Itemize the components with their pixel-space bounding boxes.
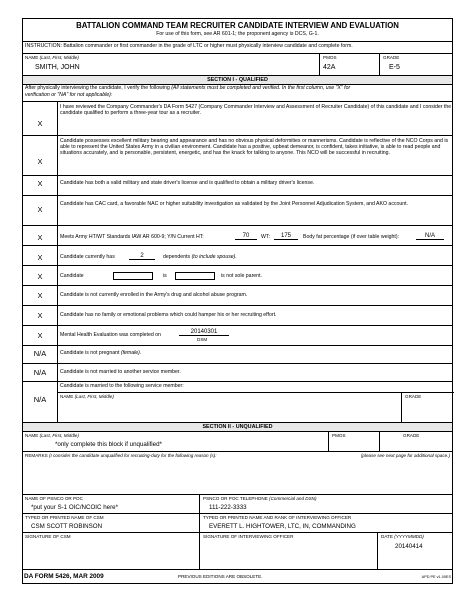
verify-mark-11[interactable]: N/A bbox=[33, 349, 47, 358]
htwt-text-a: Meets Army HT/WT Standards IAW AR 600-9; Y/N Current HT: bbox=[60, 234, 204, 240]
unq-pmos-label: PMOS bbox=[332, 433, 346, 438]
dependents-field[interactable]: 2 bbox=[129, 252, 155, 260]
spouse-name-hint: (Last, First, Middle) bbox=[74, 394, 114, 399]
sig-csm-label: SIGNATURE OF CSM bbox=[25, 534, 71, 539]
sole-parent-text-b: is bbox=[163, 273, 167, 279]
unq-name-value[interactable]: *only complete this block if unqualified* bbox=[55, 441, 162, 448]
unq-name-label-row bbox=[25, 433, 79, 438]
verify-mark-3[interactable]: X bbox=[37, 179, 43, 188]
verify-mark-1[interactable]: X bbox=[37, 119, 43, 128]
verify-mark-2[interactable]: X bbox=[37, 157, 43, 166]
verify-mark-9[interactable]: X bbox=[37, 311, 43, 320]
remarks-label: REMARKS bbox=[25, 453, 48, 458]
psnco-label: NAME OF PSNCO OR POC bbox=[25, 496, 83, 501]
verify-text-8: Candidate is not currently enrolled in the Army's drug and alcohol abuse program. bbox=[60, 292, 248, 298]
htwt-text-b: WT: bbox=[261, 234, 270, 240]
version-note: APD PE v1.00ES bbox=[421, 575, 451, 579]
verify-text-12: Candidate is not married to another service member. bbox=[60, 369, 181, 375]
sig-officer-field[interactable] bbox=[200, 540, 376, 569]
unq-name-label: NAME bbox=[25, 433, 39, 438]
sole-parent-text-a: Candidate bbox=[60, 273, 84, 279]
date-label: DATE bbox=[381, 534, 393, 539]
dependents-text-b: dependents bbox=[163, 254, 191, 260]
verify-mark-8[interactable]: X bbox=[37, 291, 43, 300]
section-1-title: SECTION I - QUALIFIED bbox=[23, 76, 452, 84]
officer-label: TYPED OR PRINTED NAME AND RANK OF INTERVIEWING OFFICER bbox=[203, 515, 352, 520]
section-2-title: SECTION II - UNQUALIFIED bbox=[23, 423, 452, 431]
verify-mark-10[interactable]: X bbox=[37, 331, 43, 340]
instruction-text: Battalion commander or first commander in the grade of LTC or higher must physically interview candidate and complete form. bbox=[63, 43, 353, 49]
sole-parent-box-1[interactable] bbox=[113, 272, 153, 280]
phone-hint: (Commercial and DSN) bbox=[269, 496, 317, 501]
bodyfat-field[interactable]: N/A bbox=[416, 232, 444, 240]
candidate-pmos-label: PMOS bbox=[323, 55, 337, 60]
htwt-text-c: Body fat percentage (if over table weight): bbox=[303, 234, 400, 240]
verify-text-1: I have reviewed the Company Commander's DA Form 5427 (Company Commander Interview and Assessment of Recruiter Candidate) of this candidate and I consider the candidate qualified to perform a three-year tour as a recruiter. bbox=[60, 104, 452, 116]
verify-mark-12[interactable]: N/A bbox=[33, 368, 47, 377]
verify-text-3: Candidate has both a valid military and state driver's license and is qualified to obtain a military driver's license. bbox=[60, 180, 315, 186]
verify-text-11-b: (female). bbox=[120, 350, 142, 356]
spouse-name-label-row bbox=[60, 394, 114, 399]
form-subtitle: For use of this form, see AR 601-1; the proponent agency is DCS, G-1. bbox=[156, 31, 319, 37]
verify-text-4: Candidate has CAC card, a favorable NAC or higher suitability investigation as validated by the Joint Personnel Adjudication System, and AKO account. bbox=[60, 201, 409, 207]
verify-text-11 bbox=[60, 351, 141, 357]
sig-officer-label: SIGNATURE OF INTERVIEWING OFFICER bbox=[203, 534, 294, 539]
instruction-row bbox=[25, 44, 353, 50]
form-title: BATTALION COMMAND TEAM RECRUITER CANDIDATE INTERVIEW AND EVALUATION bbox=[76, 21, 399, 30]
candidate-name-label-row bbox=[25, 55, 79, 60]
section-1-intro-b: (All statements must be completed and verified. In the first column, use "X" for bbox=[171, 85, 351, 91]
verify-mark-4[interactable]: X bbox=[37, 205, 43, 214]
instruction-label: INSTRUCTION: bbox=[25, 43, 62, 49]
remarks-tail: (please see next page for additional space.) bbox=[360, 453, 450, 458]
psnco-value[interactable]: *put your S-1 OIC/NCOIC here* bbox=[31, 504, 118, 511]
sole-parent-box-2[interactable] bbox=[175, 272, 215, 280]
officer-value[interactable]: EVERETT L. HIGHTOWER, LTC, IN, COMMANDING bbox=[209, 523, 356, 530]
section-1-intro-c: verification or "NA" for not applicable): bbox=[25, 92, 113, 98]
remarks-hint: (I consider the candidate unqualified for recruiting-duty for the following reason (s): bbox=[49, 453, 217, 458]
date-label-row bbox=[381, 534, 424, 539]
candidate-pmos-value[interactable]: 42A bbox=[323, 64, 336, 71]
form-sheet bbox=[22, 18, 453, 584]
editions-note: PREVIOUS EDITIONS ARE OBSOLETE. bbox=[178, 574, 263, 579]
phone-label-row bbox=[203, 496, 317, 501]
unq-name-hint: (Last, First, Middle) bbox=[39, 433, 79, 438]
verify-text-2: Candidate possesses excellent military bearing and appearance and has no obvious physical deformities or mannerisms. Candidate is reflective of the NCO Corps and is able to represent the United States Army in a civilian environment. Candidate has a positive, upbeat demeanor, is confident, takes initiative, is able to read people and situations accurately, and is personable, persistent, energetic, and has the knack for talking to anyone. This NCO will be successful in recruiting. bbox=[60, 138, 449, 156]
spouse-grade-label: GRADE bbox=[405, 394, 422, 399]
candidate-name-label: NAME bbox=[25, 55, 39, 60]
unq-grade-label: GRADE bbox=[403, 433, 420, 438]
verify-mark-7[interactable]: X bbox=[37, 272, 43, 281]
verify-text-11-a: Candidate is not pregnant bbox=[60, 350, 120, 356]
remarks-field[interactable] bbox=[23, 459, 452, 494]
candidate-name-value[interactable]: SMITH, JOHN bbox=[35, 64, 80, 71]
sig-csm-field[interactable] bbox=[23, 540, 199, 569]
mental-health-date-label: DSM bbox=[197, 337, 208, 342]
dependents-text-a: Candidate currently has bbox=[60, 254, 115, 260]
mental-health-date-field[interactable]: 20140301 bbox=[179, 328, 229, 336]
dependents-text-bc bbox=[163, 255, 237, 261]
verify-mark-5[interactable]: X bbox=[37, 233, 43, 242]
form-id: DA FORM 5426, MAR 2009 bbox=[24, 573, 104, 580]
sole-parent-text-c: is not sole parent. bbox=[221, 273, 262, 279]
verify-mark-6[interactable]: X bbox=[37, 253, 43, 262]
candidate-grade-label: GRADE bbox=[383, 55, 400, 60]
phone-value[interactable]: 111-222-3333 bbox=[209, 504, 247, 511]
section-1-intro-a: After physically interviewing the candidate, I verify the following bbox=[25, 85, 170, 91]
weight-field[interactable]: 175 bbox=[274, 232, 298, 240]
csm-label: TYPED OR PRINTED NAME OF CSM bbox=[25, 515, 104, 520]
phone-label: PSNCO OR POC TELEPHONE bbox=[203, 496, 268, 501]
spouse-name-label: NAME bbox=[60, 394, 74, 399]
height-field[interactable]: 70 bbox=[235, 232, 257, 240]
candidate-name-hint: (Last, First, Middle) bbox=[39, 55, 79, 60]
verify-mark-13[interactable]: N/A bbox=[33, 395, 47, 404]
date-value[interactable]: 20140414 bbox=[395, 543, 423, 550]
date-hint: (YYYYMMDD) bbox=[394, 534, 424, 539]
csm-value[interactable]: CSM SCOTT ROBINSON bbox=[31, 523, 103, 530]
verify-text-13: Candidate is married to the following service member: bbox=[60, 383, 184, 389]
remarks-label-row bbox=[25, 453, 217, 458]
candidate-grade-value[interactable]: E-5 bbox=[389, 64, 400, 71]
verify-text-9: Candidate has no family or emotional problems which could hamper his or her recruiting effort. bbox=[60, 312, 277, 318]
dependents-text-c: (to include spouse). bbox=[191, 254, 237, 260]
verify-text-10: Mental Health Evaluation was completed on bbox=[60, 332, 161, 338]
